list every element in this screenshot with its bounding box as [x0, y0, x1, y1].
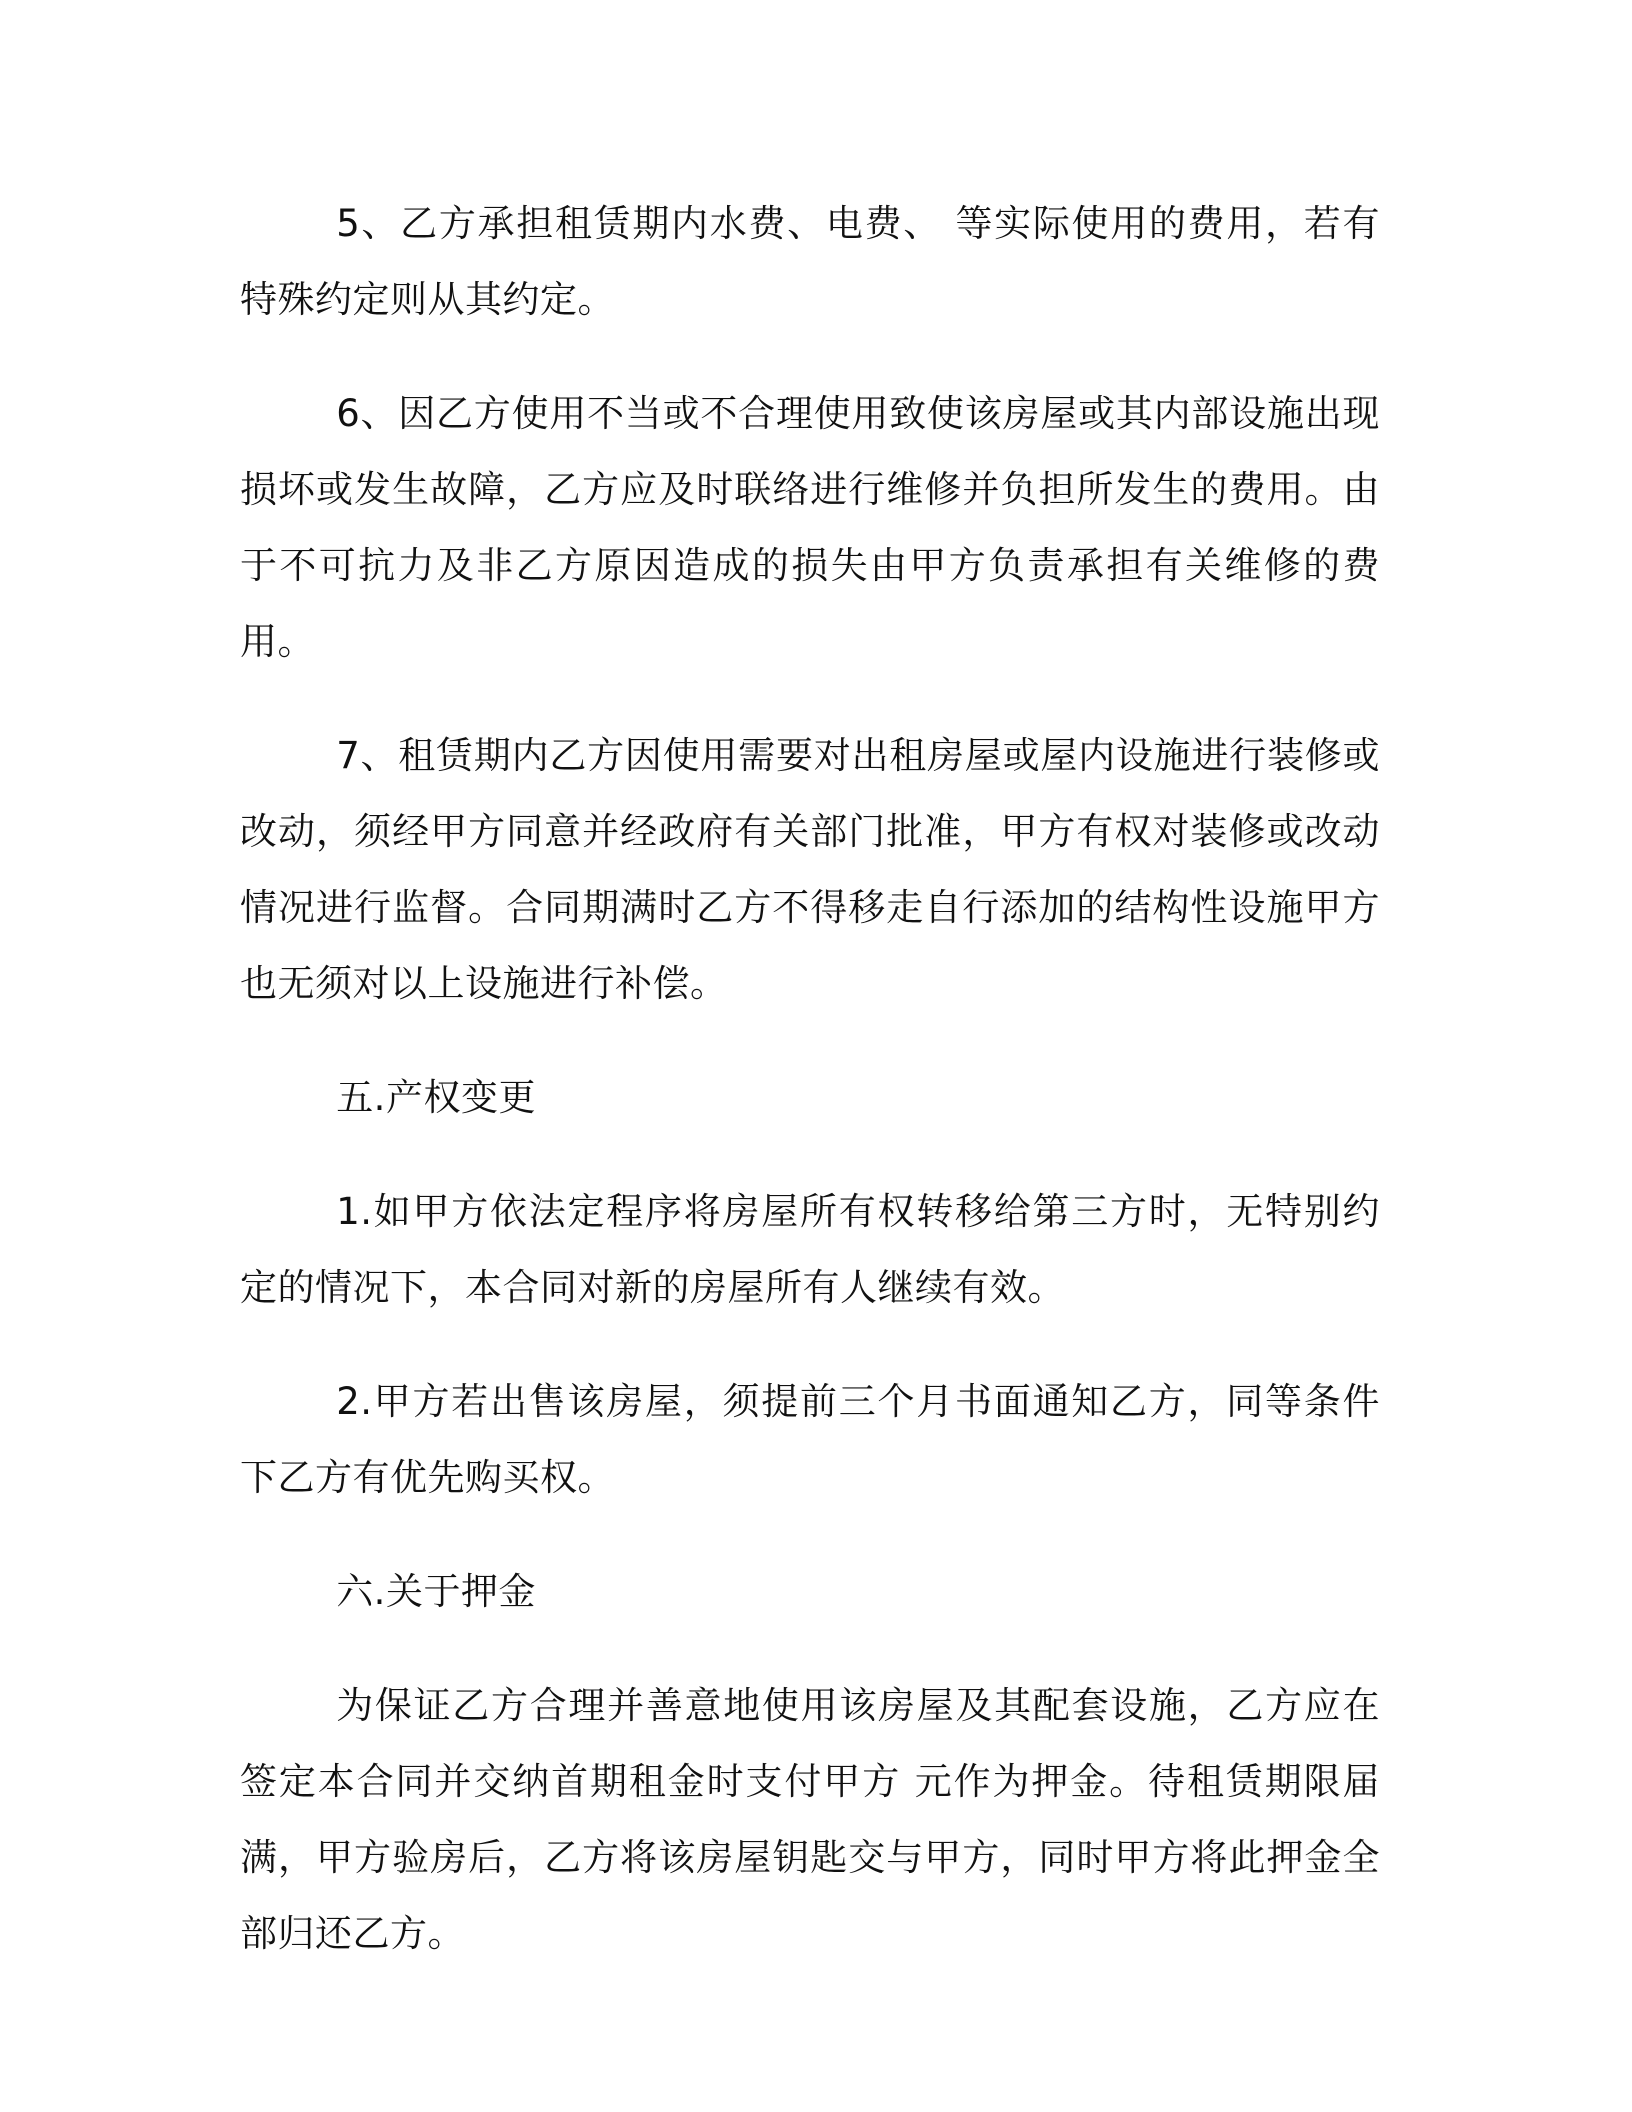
clause-7-paragraph: 7、租赁期内乙方因使用需要对出租房屋或屋内设施进行装修或改动，须经甲方同意并经政府有关部门批准，甲方有权对装修或改动情况进行监督。合同期满时乙方不得移走自行添加的结构性设施甲方也无须对以上设施进行补偿。	[240, 734, 1380, 1005]
deposit-paragraph: 为保证乙方合理并善意地使用该房屋及其配套设施，乙方应在签定本合同并交纳首期租金时支付甲方 元作为押金。待租赁期限届满，甲方验房后，乙方将该房屋钥匙交与甲方，同时甲方将此押金全部归还乙方。	[240, 1684, 1380, 1955]
clause-6-paragraph: 6、因乙方使用不当或不合理使用致使该房屋或其内部设施出现损坏或发生故障，乙方应及时联络进行维修并负担所发生的费用。由于不可抗力及非乙方原因造成的损失由甲方负责承担有关维修的费用。	[240, 392, 1380, 663]
section-6-heading: 六.关于押金	[336, 1570, 536, 1613]
property-change-clause-1: 1.如甲方依法定程序将房屋所有权转移给第三方时，无特别约定的情况下，本合同对新的房屋所有人继续有效。	[240, 1190, 1380, 1309]
property-change-clause-2: 2.甲方若出售该房屋，须提前三个月书面通知乙方，同等条件下乙方有优先购买权。	[240, 1380, 1380, 1499]
document-body	[240, 186, 1380, 2010]
section-5-heading: 五.产权变更	[336, 1076, 536, 1119]
clause-5-paragraph: 5、乙方承担租赁期内水费、电费、 等实际使用的费用，若有特殊约定则从其约定。	[240, 202, 1380, 321]
